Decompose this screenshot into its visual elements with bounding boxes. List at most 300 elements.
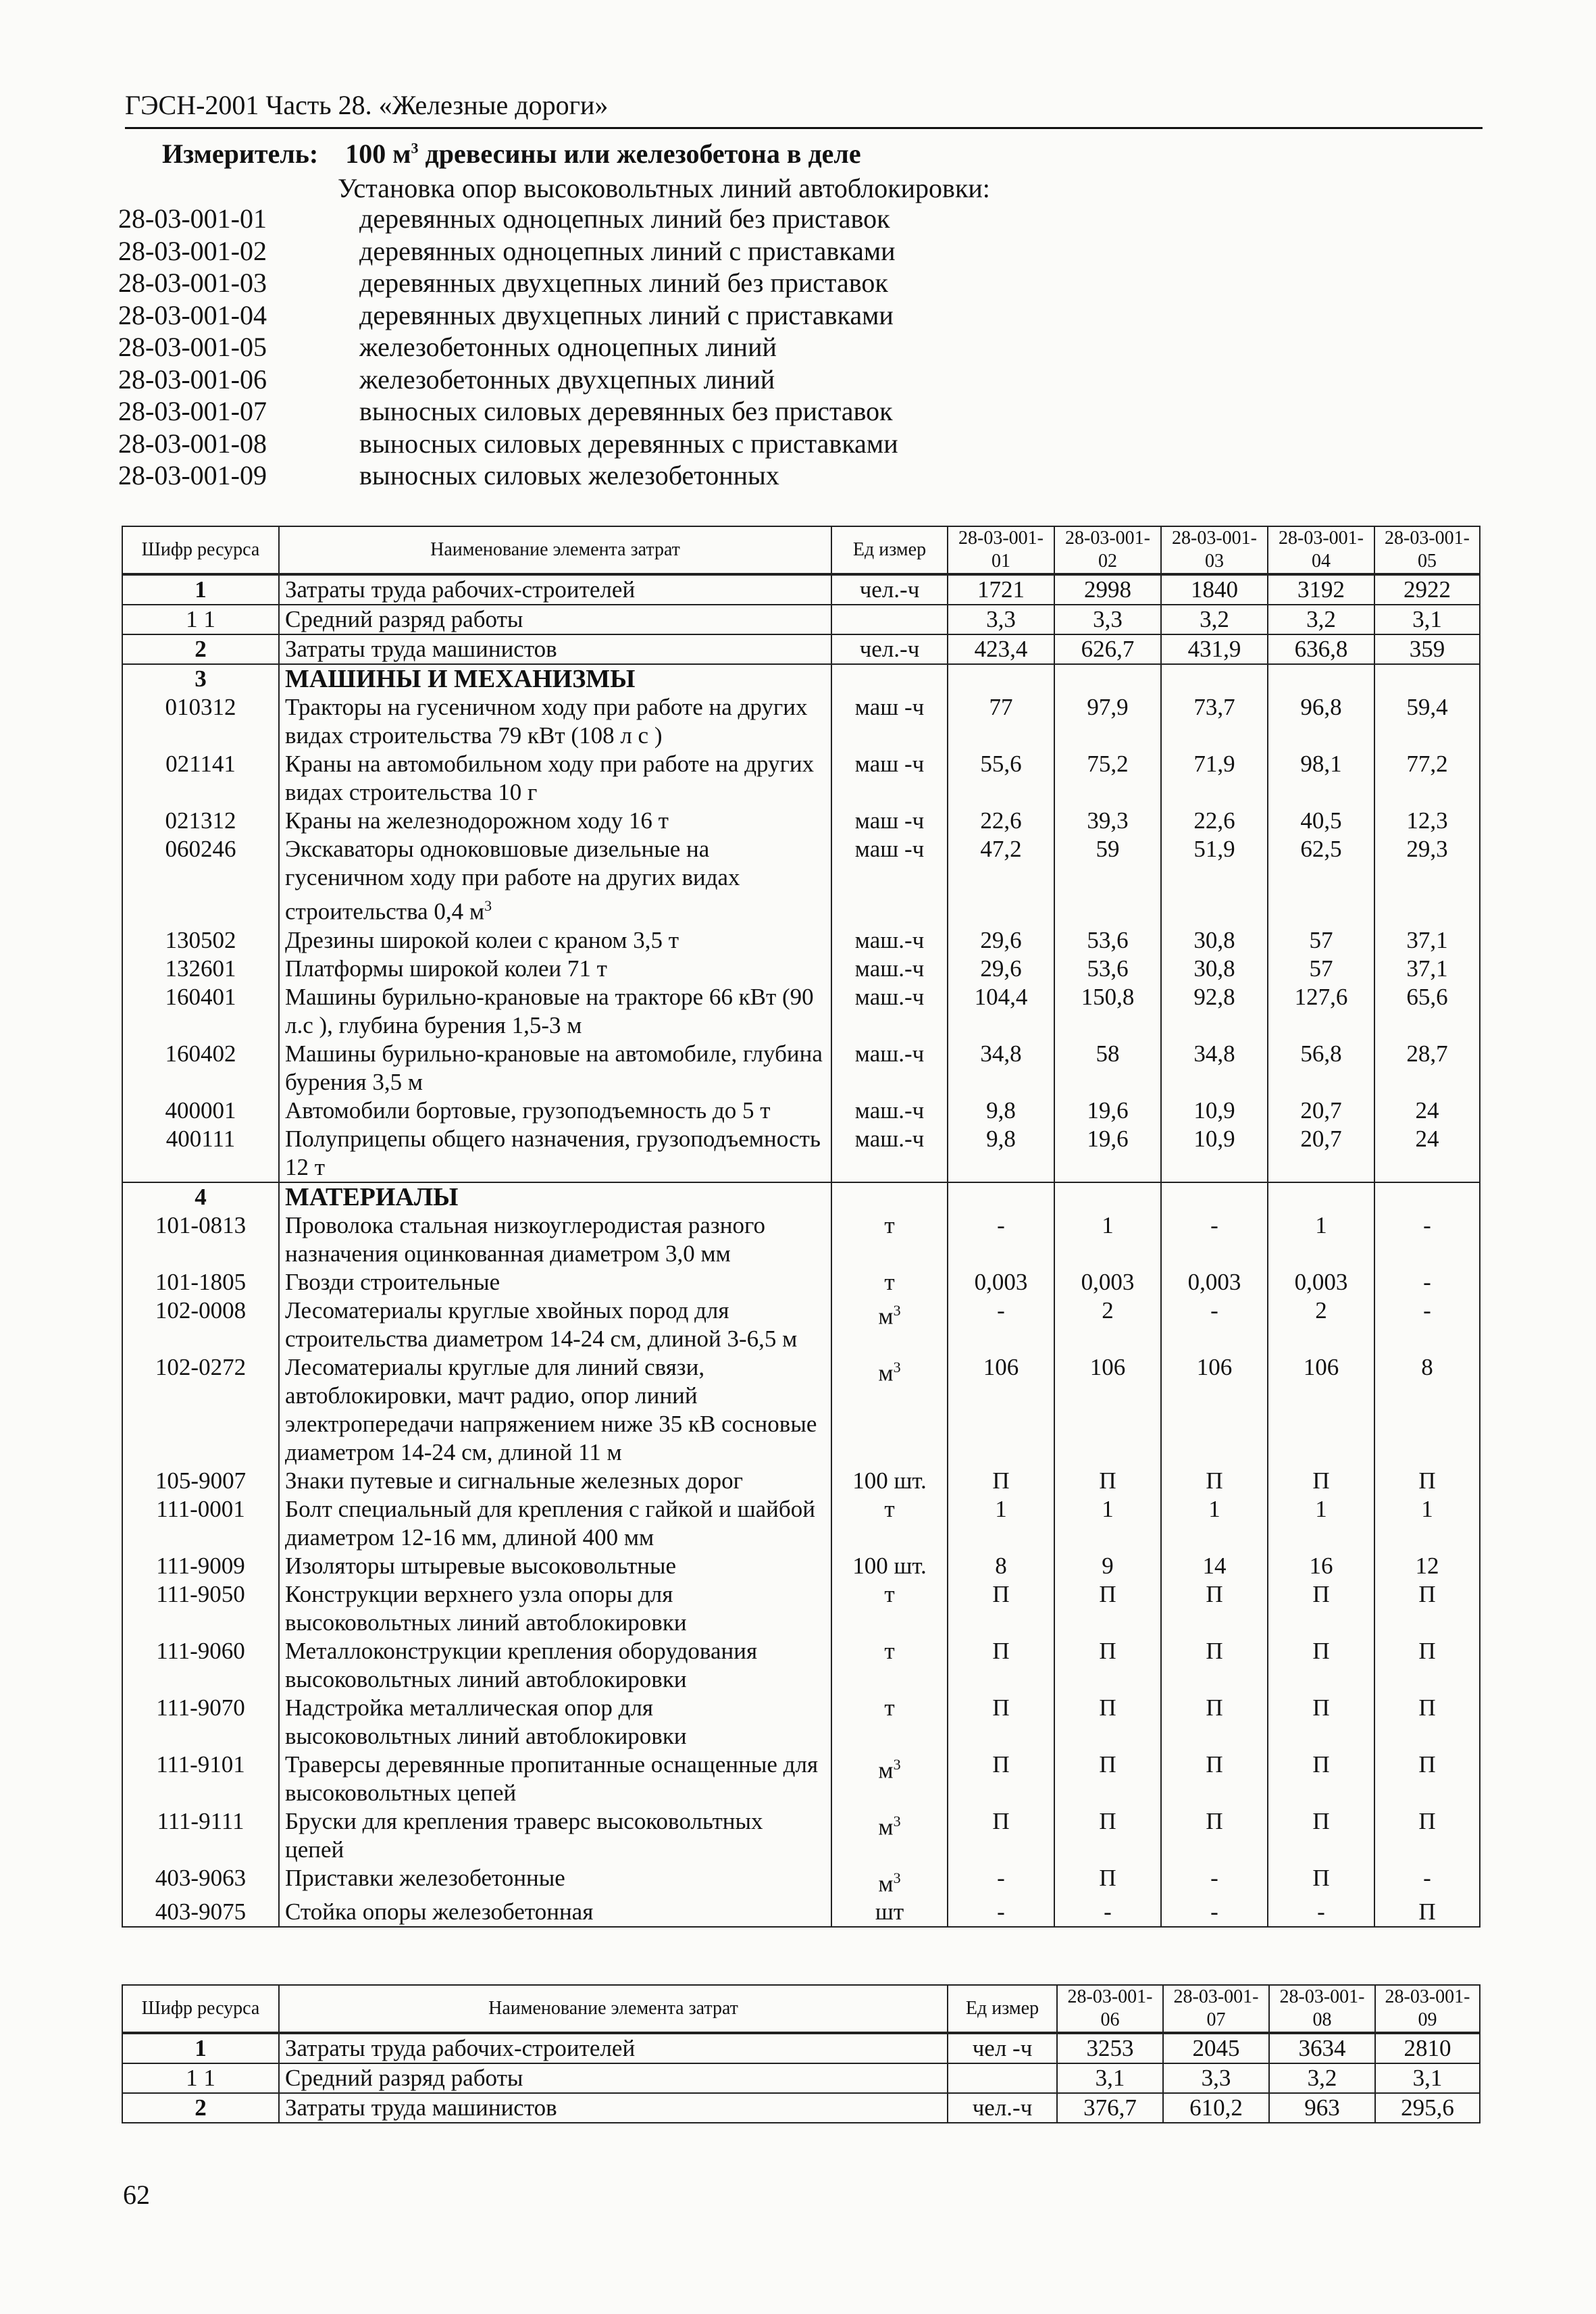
cell-name: Автомобили бортовые, грузоподъемность до 5 т [279,1097,831,1125]
cell-unit: маш -ч [831,693,948,750]
cell-value: П [1268,1637,1374,1694]
cell-value: - [948,1297,1054,1353]
cell-unit: т [831,1211,948,1268]
cell-code: 021312 [122,807,279,835]
cell-code: 111-9101 [122,1751,279,1807]
header-column: 28-03-001-07 [1163,1985,1269,2033]
cell-value [1161,1182,1268,1211]
cell-value: П [1054,1637,1161,1694]
cell-value: П [1374,1898,1480,1927]
cell-unit: $м^3$ [831,1864,948,1898]
cell-value: 610,2 [1163,2093,1269,2123]
cell-value: 9,8 [948,1097,1054,1125]
cell-value: 12,3 [1374,807,1480,835]
cell-value: 2 [1054,1297,1161,1353]
cell-value: П [1374,1467,1480,1495]
cell-value: 96,8 [1268,693,1374,750]
cell-value: 24 [1374,1125,1480,1182]
cell-value: 3,1 [1374,605,1480,634]
table-row [122,1353,1480,1467]
code-description: выносных силовых железобетонных [359,460,779,491]
cell-value: 56,8 [1268,1040,1374,1097]
cell-name: Конструкции верхнего узла опоры для высоковольтных линий автоблокировки [279,1580,831,1637]
cell-value: П [1054,1580,1161,1637]
cell-value: - [948,1211,1054,1268]
cell-value: 3,2 [1269,2063,1375,2093]
cell-value: 0,003 [948,1268,1054,1297]
cell-value: 1 [1268,1211,1374,1268]
table-row [122,1864,1480,1898]
cell-name: Краны на железнодорожном ходу 16 т [279,807,831,835]
cell-unit: маш.-ч [831,1040,948,1097]
page-header: ГЭСН-2001 Часть 28. «Железные дороги» [125,90,609,120]
cell-name: Затраты труда рабочих-строителей [279,2033,948,2063]
cell-value: 2 [1268,1297,1374,1353]
cell-value: П [1054,1467,1161,1495]
cell-unit [831,1182,948,1211]
cell-unit: чел -ч [948,2033,1057,2063]
table-row [122,2093,1480,2123]
cell-value: - [948,1864,1054,1898]
cell-value: П [1268,1751,1374,1807]
code-list-item [118,267,898,299]
cell-value: 10,9 [1161,1097,1268,1125]
cell-value: 12 [1374,1552,1480,1580]
cell-value: 37,1 [1374,955,1480,983]
header-name: Наименование элемента затрат [279,1985,948,2033]
header-name: Наименование элемента затрат [279,526,831,574]
cell-value: 19,6 [1054,1097,1161,1125]
cell-value: 29,3 [1374,835,1480,926]
cell-value: П [948,1637,1054,1694]
cell-value: 1 [1268,1495,1374,1552]
cell-name: Экскаваторы одноковшовые дизельные на гусеничном ходу при работе на других видах строительства 0,4 $м^3$ [279,835,831,926]
cell-code: 101-1805 [122,1268,279,1297]
code-list [118,203,898,492]
cell-value: 16 [1268,1552,1374,1580]
table-row [122,835,1480,926]
cell-unit [831,664,948,693]
code-list-item [118,428,898,460]
cell-value: П [1374,1694,1480,1751]
cell-value: П [1054,1751,1161,1807]
cell-value: 3,3 [948,605,1054,634]
cell-value: П [1268,1694,1374,1751]
cell-value: - [1161,1864,1268,1898]
cell-value: 30,8 [1161,926,1268,955]
cell-unit [831,605,948,634]
cell-value: - [948,1898,1054,1927]
cell-code: 132601 [122,955,279,983]
cell-value: 73,7 [1161,693,1268,750]
cell-unit: $м^3$ [831,1353,948,1467]
cell-value [1054,664,1161,693]
cell-unit: т [831,1694,948,1751]
cell-value: 71,9 [1161,750,1268,807]
table-header-row [122,1985,1480,2033]
cell-code: 2 [122,2093,279,2123]
cell-value: 47,2 [948,835,1054,926]
cell-value: 431,9 [1161,634,1268,664]
cell-value: 29,6 [948,955,1054,983]
cell-name: Стойка опоры железобетонная [279,1898,831,1927]
cell-value: 30,8 [1161,955,1268,983]
cell-unit: маш -ч [831,750,948,807]
cell-name: Краны на автомобильном ходу при работе на других видах строительства 10 г [279,750,831,807]
cell-name: Лесоматериалы круглые хвойных пород для строительства диаметром 14-24 см, длиной 3-6,5 м [279,1297,831,1353]
table-row [122,1495,1480,1552]
cell-value: 77 [948,693,1054,750]
code-list-item [118,459,898,492]
cell-value: 127,6 [1268,983,1374,1040]
cell-value: 1 [948,1495,1054,1552]
cell-value: 37,1 [1374,926,1480,955]
cell-code: 111-9070 [122,1694,279,1751]
cell-value: 1 [1054,1495,1161,1552]
table-row [122,1694,1480,1751]
cell-code: 1 [122,574,279,605]
cell-value: 51,9 [1161,835,1268,926]
cell-value: П [1268,1580,1374,1637]
table-row [122,1467,1480,1495]
table-row [122,1552,1480,1580]
header-column: 28-03-001-01 [948,526,1054,574]
code-id: 28-03-001-01 [118,203,267,234]
cell-code: 010312 [122,693,279,750]
table-row [122,1040,1480,1097]
table-row [122,750,1480,807]
cell-value: 359 [1374,634,1480,664]
cell-code: 4 [122,1182,279,1211]
cell-value: - [1374,1211,1480,1268]
measure-value: 100 $м^3$ древесины или железобетона в деле [345,139,861,169]
cell-value: 40,5 [1268,807,1374,835]
header-column: 28-03-001-04 [1268,526,1374,574]
cell-value: 106 [1268,1353,1374,1467]
header-code: Шифр ресурса [122,526,279,574]
cell-value: 0,003 [1268,1268,1374,1297]
cell-code: 3 [122,664,279,693]
code-list-item [118,363,898,396]
cell-unit: маш.-ч [831,1125,948,1182]
table-row [122,1898,1480,1927]
cell-value: П [948,1807,1054,1864]
code-id: 28-03-001-07 [118,396,267,426]
table-row [122,664,1480,693]
cell-value: П [1374,1807,1480,1864]
cell-value: 14 [1161,1552,1268,1580]
cell-value: 57 [1268,955,1374,983]
cell-value: П [1161,1807,1268,1864]
cell-unit: т [831,1637,948,1694]
cell-name: Изоляторы штыревые высоковольтные [279,1552,831,1580]
table-row [122,605,1480,634]
cell-value [948,1182,1054,1211]
cell-name: МАТЕРИАЛЫ [279,1182,831,1211]
table-row [122,1807,1480,1864]
code-list-item [118,331,898,363]
cell-name: Затраты труда машинистов [279,634,831,664]
header-unit: Ед измер [948,1985,1057,2033]
cell-value: 34,8 [1161,1040,1268,1097]
header-column: 28-03-001-02 [1054,526,1161,574]
install-title: Установка опор высоковольтных линий автоблокировки: [338,173,990,203]
cell-value: П [1161,1637,1268,1694]
cell-value: 3,1 [1057,2063,1163,2093]
cell-code: 111-9009 [122,1552,279,1580]
table-row [122,1125,1480,1182]
cell-value: П [1268,1807,1374,1864]
cell-value [1268,664,1374,693]
cell-value: П [1161,1467,1268,1495]
code-description: выносных силовых деревянных с приставками [359,428,898,459]
cell-value: 20,7 [1268,1097,1374,1125]
cell-value: 1 [1374,1495,1480,1552]
cell-value: 2922 [1374,574,1480,605]
table-row [122,634,1480,664]
cell-name: Приставки железобетонные [279,1864,831,1898]
cell-name: Средний разряд работы [279,605,831,634]
cell-value: 19,6 [1054,1125,1161,1182]
cell-value: 98,1 [1268,750,1374,807]
cell-code: 105-9007 [122,1467,279,1495]
cell-code: 111-9060 [122,1637,279,1694]
cell-code: 1 1 [122,605,279,634]
cell-value: 3,3 [1163,2063,1269,2093]
cell-value: П [1054,1807,1161,1864]
cell-value: 106 [948,1353,1054,1467]
code-list-item [118,299,898,332]
cell-value: П [948,1580,1054,1637]
cell-value: 3634 [1269,2033,1375,2063]
cell-value: 104,4 [948,983,1054,1040]
cell-value: 75,2 [1054,750,1161,807]
cell-value: П [1161,1751,1268,1807]
header-column: 28-03-001-03 [1161,526,1268,574]
cell-value: П [948,1751,1054,1807]
cell-name: Траверсы деревянные пропитанные оснащенные для высоковольтных цепей [279,1751,831,1807]
cell-value: 28,7 [1374,1040,1480,1097]
cell-value: 0,003 [1054,1268,1161,1297]
cell-value: 3192 [1268,574,1374,605]
cell-value: 106 [1161,1353,1268,1467]
cell-unit: чел.-ч [831,634,948,664]
cell-value: 1 [1054,1211,1161,1268]
cell-name: МАШИНЫ И МЕХАНИЗМЫ [279,664,831,693]
cell-value: П [948,1694,1054,1751]
cell-name: Бруски для крепления траверс высоковольтных цепей [279,1807,831,1864]
cell-name: Платформы широкой колеи 71 т [279,955,831,983]
cell-value: 1721 [948,574,1054,605]
resource-table-1 [122,526,1481,1928]
cell-code: 400001 [122,1097,279,1125]
cell-code: 160402 [122,1040,279,1097]
table-row [122,1097,1480,1125]
code-description: железобетонных одноцепных линий [359,332,777,362]
cell-value: 57 [1268,926,1374,955]
cell-value: 9,8 [948,1125,1054,1182]
cell-value: П [1374,1637,1480,1694]
cell-name: Знаки путевые и сигнальные железных дорог [279,1467,831,1495]
cell-value: 20,7 [1268,1125,1374,1182]
cell-value: 22,6 [1161,807,1268,835]
cell-name: Тракторы на гусеничном ходу при работе на других видах строительства 79 кВт (108 л с ) [279,693,831,750]
table-row [122,1637,1480,1694]
cell-code: 1 [122,2033,279,2063]
cell-name: Надстройка металлическая опор для высоковольтных линий автоблокировки [279,1694,831,1751]
cell-name: Болт специальный для крепления с гайкой и шайбой диаметром 12-16 мм, длиной 400 мм [279,1495,831,1552]
table-row [122,926,1480,955]
cell-code: 060246 [122,835,279,926]
code-id: 28-03-001-04 [118,299,267,330]
cell-value: 2810 [1375,2033,1480,2063]
cell-code: 111-0001 [122,1495,279,1552]
cell-code: 130502 [122,926,279,955]
cell-value: 106 [1054,1353,1161,1467]
code-description: деревянных одноцепных линий с приставками [359,235,896,266]
cell-value: - [1161,1211,1268,1268]
table-row [122,2063,1480,2093]
cell-value: 24 [1374,1097,1480,1125]
cell-code: 111-9050 [122,1580,279,1637]
header-column: 28-03-001-06 [1057,1985,1163,2033]
measure-label: Измеритель: [162,139,319,169]
cell-name: Средний разряд работы [279,2063,948,2093]
cell-value: 34,8 [948,1040,1054,1097]
code-description: деревянных одноцепных линий без приставок [359,203,890,234]
code-list-item [118,235,898,268]
cell-unit [948,2063,1057,2093]
cell-value [1268,1182,1374,1211]
cell-code: 1 1 [122,2063,279,2093]
cell-value: 97,9 [1054,693,1161,750]
table-row [122,1580,1480,1637]
cell-name: Полуприцепы общего назначения, грузоподъемность 12 т [279,1125,831,1182]
cell-value: 55,6 [948,750,1054,807]
cell-value: - [1054,1898,1161,1927]
cell-value: 1840 [1161,574,1268,605]
cell-value: 0,003 [1161,1268,1268,1297]
cell-code: 102-0272 [122,1353,279,1467]
cell-value: 10,9 [1161,1125,1268,1182]
cell-value: П [1268,1467,1374,1495]
cell-value: 376,7 [1057,2093,1163,2123]
cell-value: П [1374,1751,1480,1807]
cell-code: 021141 [122,750,279,807]
cell-value: П [1161,1694,1268,1751]
table-row [122,2033,1480,2063]
cell-unit: 100 шт. [831,1467,948,1495]
cell-value [1054,1182,1161,1211]
cell-name: Лесоматериалы круглые для линий связи, автоблокировки, мачт радио, опор линий электропередачи напряжением ниже 35 кВ сосновые диаметром 14-24 см, длиной 11 м [279,1353,831,1467]
table-row [122,1268,1480,1297]
cell-unit: маш -ч [831,835,948,926]
code-description: железобетонных двухцепных линий [359,363,775,395]
cell-value: - [1374,1297,1480,1353]
cell-unit: т [831,1495,948,1552]
measure-line [162,138,861,170]
table-row [122,955,1480,983]
code-description: деревянных двухцепных линий без приставок [359,268,888,298]
cell-code: 111-9111 [122,1807,279,1864]
cell-unit: 100 шт. [831,1552,948,1580]
cell-value: 59 [1054,835,1161,926]
table-row [122,1751,1480,1807]
cell-value: 62,5 [1268,835,1374,926]
cell-value: 3,3 [1054,605,1161,634]
table-row [122,1211,1480,1268]
code-description: выносных силовых деревянных без приставок [359,396,893,426]
cell-value: П [1268,1864,1374,1898]
table-row [122,574,1480,605]
cell-value [1161,664,1268,693]
cell-unit: маш -ч [831,807,948,835]
cell-value: 150,8 [1054,983,1161,1040]
cell-value [1374,664,1480,693]
cell-code: 102-0008 [122,1297,279,1353]
cell-value: 636,8 [1268,634,1374,664]
cell-name: Металлоконструкции крепления оборудования высоковольтных линий автоблокировки [279,1637,831,1694]
cell-value: 8 [1374,1353,1480,1467]
cell-value: 77,2 [1374,750,1480,807]
table-row [122,807,1480,835]
cell-unit: $м^3$ [831,1297,948,1353]
cell-code: 400111 [122,1125,279,1182]
cell-unit: $м^3$ [831,1807,948,1864]
cell-name: Затраты труда машинистов [279,2093,948,2123]
table-row [122,693,1480,750]
cell-name: Проволока стальная низкоуглеродистая разного назначения оцинкованная диаметром 3,0 мм [279,1211,831,1268]
cell-unit: маш.-ч [831,1097,948,1125]
cell-value: 8 [948,1552,1054,1580]
cell-value: - [1374,1268,1480,1297]
code-id: 28-03-001-02 [118,235,267,266]
cell-value: 2045 [1163,2033,1269,2063]
cell-name: Машины бурильно-крановые на автомобиле, глубина бурения 3,5 м [279,1040,831,1097]
cell-value [948,664,1054,693]
cell-name: Дрезины широкой колеи с краном 3,5 т [279,926,831,955]
cell-code: 101-0813 [122,1211,279,1268]
code-id: 28-03-001-09 [118,460,267,491]
cell-code: 403-9075 [122,1898,279,1927]
cell-unit: шт [831,1898,948,1927]
cell-value: П [948,1467,1054,1495]
cell-value: 963 [1269,2093,1375,2123]
cell-value: 53,6 [1054,955,1161,983]
cell-value [1374,1182,1480,1211]
table-row [122,1297,1480,1353]
cell-value: П [1054,1694,1161,1751]
code-description: деревянных двухцепных линий с приставками [359,299,894,330]
cell-value: - [1161,1297,1268,1353]
cell-name: Затраты труда рабочих-строителей [279,574,831,605]
cell-value: 3,2 [1268,605,1374,634]
cell-value: П [1054,1864,1161,1898]
cell-unit: т [831,1580,948,1637]
table-header-row [122,526,1480,574]
cell-value: 9 [1054,1552,1161,1580]
cell-value: 626,7 [1054,634,1161,664]
cell-value: - [1374,1864,1480,1898]
cell-value: 29,6 [948,926,1054,955]
cell-unit: чел.-ч [948,2093,1057,2123]
cell-value: 295,6 [1375,2093,1480,2123]
cell-value: 58 [1054,1040,1161,1097]
header-unit: Ед измер [831,526,948,574]
cell-unit: т [831,1268,948,1297]
code-id: 28-03-001-03 [118,268,267,298]
code-id: 28-03-001-05 [118,332,267,362]
